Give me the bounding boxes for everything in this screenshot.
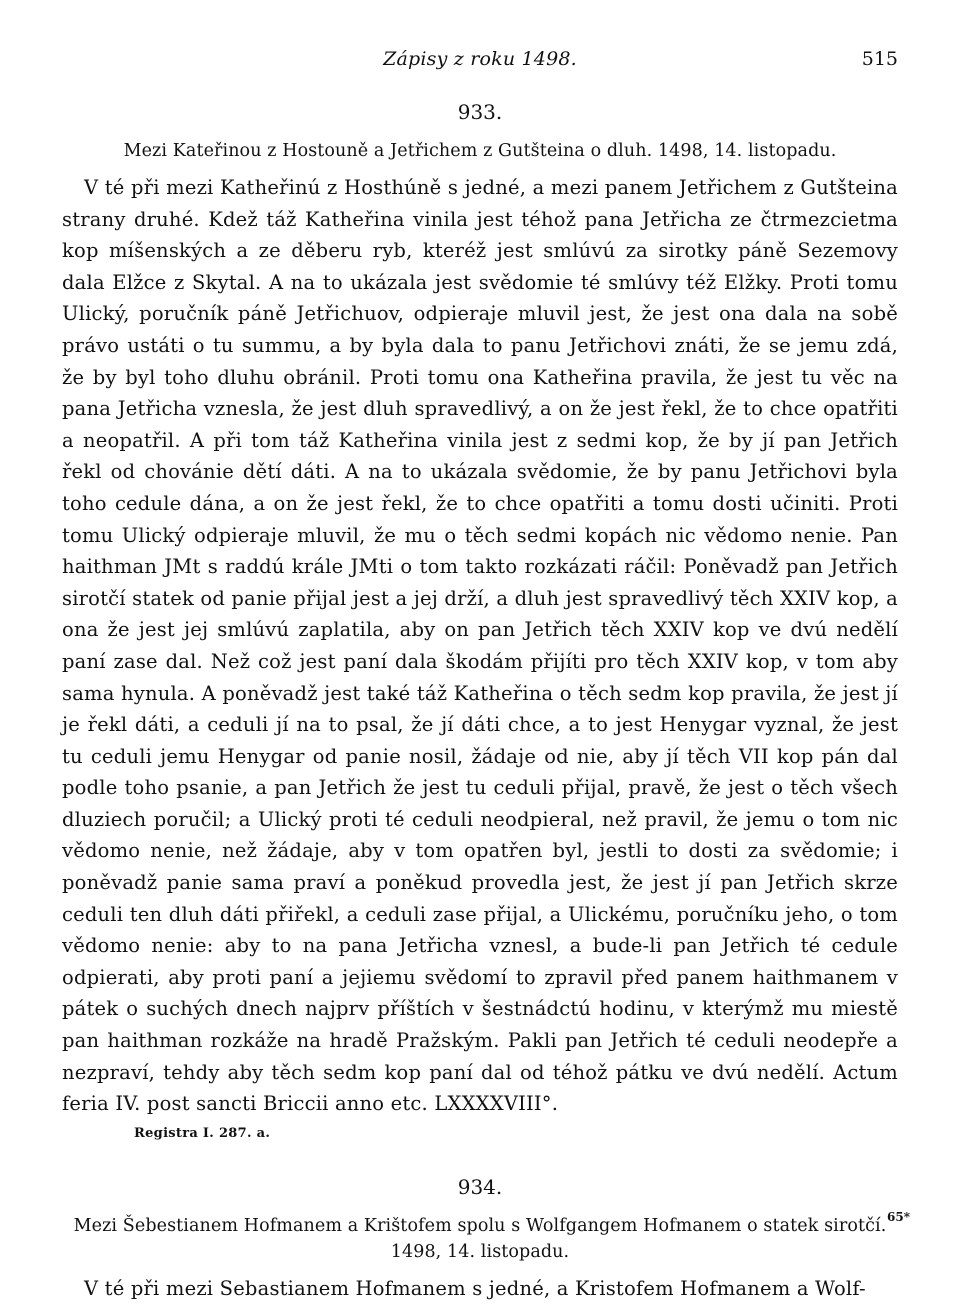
entry-934-number: 934. xyxy=(457,1174,503,1199)
page xyxy=(62,40,898,1304)
page-header xyxy=(62,40,898,80)
entry-933-source: Registra I. 287. a. xyxy=(134,1125,271,1141)
page-number: 515 xyxy=(861,48,898,70)
entry-934-heading: Mezi Šebestianem Hofmanem a Krištofem spolu s Wolfgangem Hofmanem o statek sirotčí. 1498, 14. listopadu. xyxy=(73,1215,887,1262)
running-title: Zápisy z roku 1498. xyxy=(383,48,577,70)
entry-933-text: V té při mezi Katheřinú z Hosthúně s jedné, a mezi panem Jetřichem z Gutšteina strany druhé. Kdež táž Katheřina vinila jest téhož pana Jetřicha ze čtrmezcietma kop míšenských a ze děberu ryb, kteréž jest smlúvú za sirotky páně Sezemovy dala Elžce z Skytal. A na to ukázala jest svědomie té smlúvy též Elžky. Proti tomu Ulický, poručník páně Jetřichuov, odpieraje mluvil jest, že jest ona dala na sobě právo ustáti o tu summu, a by byla dala to panu Jetřichovi znáti, že se jemu zdá, že by byl toho dluhu obránil. Proti tomu ona Katheřina pravila, že jest tu věc na pana Jetřicha vznesla, že jest dluh spravedlivý, a on že jest řekl, že to chce opatřiti a neopatřil. A při tom táž Katheřina vinila jest z sedmi kop, že by jí pan Jetřich řekl od chovánie dětí dáti. A na to ukázala svědomie, že by panu Jetřichovi byla toho cedule dána, a on že jest řekl, že to chce opatřiti a tomu dosti učiniti. Proti tomu Ulický odpieraje mluvil, že mu o těch sedmi kopách nic vědomo nenie. Pan haithman JMt s raddú krále JMti o tom takto rozkázati ráčil: Poněvadž pan Jetřich sirotčí statek od panie přijal jest a jej drží, a dluh jest spravedlivý těch XXIV kop, a ona že jest jej smlúvú zaplatila, aby on pan Jetřich těch XXIV kop ve dvú nedělí paní zase dal. Než což jest paní dala škodám přijíti pro těch XXIV kop, v tom aby sama hynula. A poněvadž jest také táž Katheřina o těch sedm kop pravila, že jest jí je řekl dáti, a ceduli jí na to psal, že jí dáti chce, a to jest Henygar vyznal, že jest tu ceduli jemu Henygar od panie nosil, žádaje od nie, aby jí těch VII kop pán dal podle toho psanie, a pan Jetřich že jest tu ceduli přijal, pravě, že jest o těch všech dluziech poručil; a Ulický proti té ceduli neodpieral, než pravil, že jemu o tom nic vědomo nenie, než žádaje, aby v tom opatřen byl, jestli to dosti za svědomie; i poněvadž panie sama praví a poněkud provedla jest, že jest jí pan Jetřich skrze ceduli ten dluh dáti přiřekl, a ceduli zase přijal, a Ulickému, poručníku jeho, o tom vědomo nenie: aby to na pana Jetřicha vznesl, a bude-li pan Jetřich té cedule odpierati, aby proti paní a jejiemu svědomí to zpravil před panem haithmanem v pátek o suchých dnech najprv příštích v šestnádctú hodinu, v kterýmž mu miestě pan haithman rozkáže na hradě Pražským. Pakli pan Jetřich té ceduli neodepře a nezpraví, tehdy aby těch sedm kop paní dal od téhož pátku ve dvú nedělí. Actum feria IV. post sancti Briccii anno etc. LXXXXVIII°. xyxy=(62,176,898,1116)
entry-934-text: V té při mezi Sebastianem Hofmanem s jedné, a Kristofem Hofmanem a Wolf- xyxy=(84,1276,866,1300)
signature-mark: 65* xyxy=(887,1210,910,1224)
entry-933-number: 933. xyxy=(457,100,503,124)
entry-933-heading: Mezi Kateřinou z Hostouně a Jetřichem z Gutšteina o dluh. 1498, 14. listopadu. xyxy=(123,141,837,161)
